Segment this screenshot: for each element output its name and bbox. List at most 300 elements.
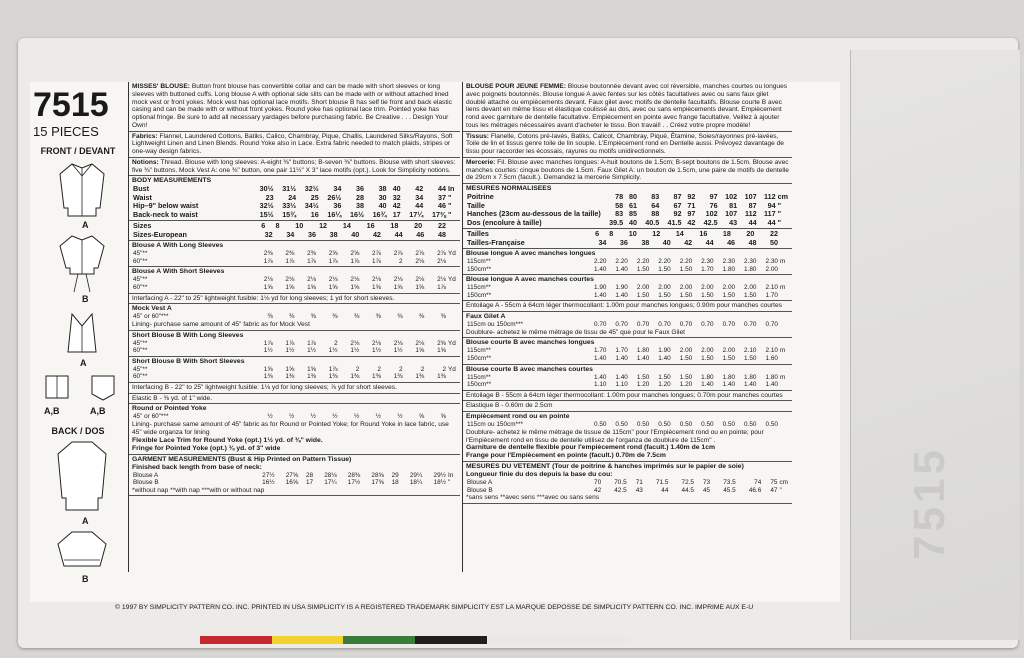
color-bar [200, 636, 630, 644]
cell-value: 81 [729, 200, 738, 210]
yoke-lining: Doublure- achetez le même métrage de tissue de 115cm" pour l'Empiècement rond ou en pointe; pour l'Empiècement rond en tissu de dentelle utilisez de l'organza de doublure de 115cm" . [466, 428, 764, 444]
table-row [132, 231, 457, 239]
cell-value: 64 [651, 200, 660, 210]
cell-value: 102 [725, 192, 738, 202]
cell-value: 2⅛ [285, 276, 295, 284]
cell-value: 61 [628, 200, 637, 210]
copyright-footer: © 1997 BY SIMPLICITY PATTERN CO. INC. PRINTED IN USA SIMPLICITY IS A REGISTERED TRADEMARK SIMPLICITY EST LA MARQUE DEPOSSE DE SIMPLICITY PATTERN CO. INC. IMPRIME AUX E-U [115, 604, 754, 611]
cell-value: ⅝ [440, 413, 446, 421]
cell-value: 0.50 [658, 421, 671, 429]
unit: In [448, 471, 454, 479]
table-row [132, 258, 457, 266]
mock-vest-lining: Doublure- achetez le même métrage de tissu de 45" que pour le Faux Gilet [466, 328, 685, 336]
cell-value: 1⅞ [307, 257, 316, 265]
row-label: 115cm ou 150cm*** [467, 421, 524, 429]
cell-value: 28 [355, 192, 364, 202]
cell-value: 71 [635, 479, 643, 487]
blouse-a-back-sketch [54, 438, 110, 514]
cell-value: 0.50 [679, 421, 693, 429]
yoke-sketch-2 [88, 374, 118, 404]
cell-value: 42 [684, 237, 693, 247]
unit: " [448, 209, 452, 219]
cell-value: 38 [378, 184, 387, 194]
cell-value: 33½ [282, 201, 297, 211]
unit [779, 266, 789, 274]
cell-value: 1.60 [765, 354, 778, 362]
cell-value: 32½ [259, 201, 274, 211]
unit: Yd [448, 365, 456, 373]
cell-value: 48 [438, 229, 446, 239]
table-row [466, 292, 789, 300]
english-elastic-b-text: Elastic B - ⅜ yd. of 1" wide. [132, 394, 213, 402]
cell-value: 2.30 [701, 258, 714, 266]
cell-value: 2⅛ [372, 339, 381, 347]
cell-value: 1⅝ [307, 365, 316, 373]
cell-value: 2.00 [679, 347, 693, 355]
yardage-table [132, 250, 457, 265]
cell-value: 44 [661, 486, 669, 494]
cell-value: 2.00 [636, 284, 650, 292]
measurements-title: BODY MEASUREMENTS [132, 177, 212, 185]
cell-value: 97 [687, 209, 696, 219]
french-interfacing-a-text: Entoilage A - 55cm à 64cm léger thermocollant: 1.00m pour manches longues; 0.90m pour manches courtes [466, 302, 782, 310]
sketch-label-b2: B [82, 574, 89, 584]
cell-value: 1.40 [593, 354, 607, 362]
french-interfacing-b [463, 391, 792, 402]
table-row [466, 219, 789, 227]
cell-value: 1⅝ [437, 347, 446, 355]
cell-value: 18 [722, 229, 731, 239]
row-label: 45"** [133, 250, 148, 258]
cell-value: ½ [288, 413, 295, 421]
cell-value: 75 [770, 479, 778, 487]
cell-value: 88 [651, 209, 660, 219]
cell-value: 107 [744, 192, 757, 202]
cell-value: 23 [265, 192, 274, 202]
cell-value: 1⅜ [285, 373, 295, 381]
yardage-title: Blouse courte B avec manches longues [466, 339, 595, 347]
cell-value: 18¼ [409, 479, 423, 487]
cell-value: 2⅛ [372, 276, 381, 284]
cell-value: 1⅝ [350, 284, 360, 292]
row-label: Tailles [467, 229, 489, 239]
table-row [132, 284, 457, 292]
cell-value: 2.20 [679, 258, 693, 266]
row-label: Sizes [133, 221, 152, 231]
sketch-label-ab1: A,B [44, 406, 60, 416]
cell-value: 2.10 [744, 347, 757, 355]
row-label: 45" or 60"*** [133, 313, 169, 321]
french-mock-vest [463, 312, 792, 338]
unit: m [780, 258, 786, 266]
cell-value: 73 [703, 479, 711, 487]
row-label: Blouse A [133, 471, 159, 479]
front-label: FRONT / DEVANT [40, 146, 116, 156]
table-row [466, 239, 789, 247]
cell-value: 2.00 [701, 284, 714, 292]
cell-value: 58 [615, 200, 624, 210]
cell-value: 1.20 [636, 381, 650, 389]
yardage-block [129, 241, 460, 267]
cell-value: 0.50 [722, 421, 736, 429]
cell-value: 2 [355, 365, 360, 373]
sketch-label-a2: A [80, 358, 87, 368]
unit [779, 421, 789, 429]
english-description [129, 82, 460, 132]
cell-value: 2⅛ [350, 276, 360, 284]
cell-value: 40 [392, 184, 401, 194]
cell-value: ⅜ [288, 313, 295, 321]
cell-value: 1.40 [593, 373, 607, 381]
unit: " [779, 486, 782, 494]
row-label: Blouse B [467, 486, 493, 494]
cell-value: 1.20 [658, 381, 671, 389]
cell-value: 16 [699, 229, 708, 239]
cell-value: 1.50 [679, 373, 693, 381]
unit [447, 313, 457, 321]
cell-value: 1.80 [701, 373, 714, 381]
unit [779, 239, 789, 247]
unit: Yd [448, 276, 456, 284]
cell-value: 2 [399, 257, 403, 265]
cell-value: 46.6 [748, 486, 762, 494]
cell-value: 1⅜ [437, 373, 446, 381]
yoke-table [466, 421, 789, 429]
cell-value: 1.40 [722, 381, 736, 389]
cell-value: 2 [420, 365, 425, 373]
french-notions-text: Fil. Blouse avec manches longues: A-huit boutons de 1.5cm; B-sept boutons de 1.5cm. Blouse avec manches courtes: cinque boutons de 1.5cm. Faux Gilet A: un bouton de 1.5cm, une paire de motifs de dentelle de 29cm x 7.5cm (facult.). Demandez la mercerie Simplicity. [466, 158, 789, 182]
cell-value: 112 [744, 209, 757, 219]
cell-value: 16¾ [372, 209, 387, 219]
table-row [132, 211, 457, 219]
cell-value: 16⅝ [285, 479, 299, 487]
cell-value: 44 [767, 217, 776, 227]
cell-value: 38 [641, 237, 650, 247]
row-label: 45"** [133, 365, 148, 373]
cell-value: 117 [764, 209, 776, 219]
cell-value: 2⅛ [393, 276, 403, 284]
pieces-count: 15 PIECES [33, 124, 99, 139]
table-row [466, 355, 789, 363]
cell-value: 2.30 [744, 258, 757, 266]
cell-value: 34 [333, 184, 342, 194]
cell-value: 1.90 [615, 284, 628, 292]
cell-value: 1½ [393, 347, 403, 355]
row-label: Blouse A [467, 479, 493, 487]
row-label: 150cm** [467, 354, 492, 362]
cell-value: 76 [709, 200, 718, 210]
cell-value: 42 [594, 486, 602, 494]
cell-value: 14 [675, 229, 684, 239]
cell-value: 1⅝ [285, 365, 295, 373]
garment-meas-sub: Finished back length from base of neck: [132, 463, 262, 471]
cell-value: 2⅛ [393, 339, 403, 347]
table-row [132, 373, 457, 381]
cell-value: 47 [770, 486, 778, 494]
mock-vest-title: Faux Gilet A [466, 313, 506, 321]
body-measurement-table [132, 185, 457, 219]
english-measurements [129, 176, 460, 221]
cell-value: 1½ [285, 347, 295, 355]
row-label: 150cm** [467, 381, 492, 389]
cell-value: 39.5 [609, 217, 624, 227]
english-elastic-b [129, 394, 460, 405]
cell-value: 1.50 [658, 265, 671, 273]
cell-value: 2 [442, 365, 446, 373]
cell-value: 2.00 [722, 284, 736, 292]
cell-value: 36 [355, 184, 364, 194]
mock-vest-table [132, 313, 457, 321]
cell-value: 1.40 [658, 354, 671, 362]
sizes-eu-table [466, 239, 789, 247]
unit [447, 222, 457, 230]
unit: " [777, 217, 782, 227]
cell-value: 1.70 [701, 265, 714, 273]
cell-value: 42.5 [614, 486, 627, 494]
row-label: Waist [133, 192, 152, 202]
cell-value: 2.30 [765, 258, 778, 266]
cell-value: 1.50 [701, 354, 714, 362]
cell-value: 2.00 [701, 347, 714, 355]
cell-value: 2.00 [679, 284, 693, 292]
unit: m [780, 347, 786, 355]
cell-value: 2⅛ [437, 257, 446, 265]
cell-value: 2⅜ [285, 250, 295, 258]
table-row [132, 276, 457, 284]
cell-value: 46 [438, 201, 446, 211]
row-label: Bust [133, 184, 149, 194]
cell-value: ⅜ [440, 313, 446, 321]
cell-value: 1⅝ [263, 284, 273, 292]
cell-value: 1⅝ [263, 365, 273, 373]
blouse-b-back-sketch [54, 528, 110, 574]
cell-value: 28⅜ [347, 471, 361, 479]
cell-value: 1.80 [744, 373, 757, 381]
cell-value: 44 [438, 184, 446, 194]
unit [447, 284, 457, 292]
cell-value: 72.5 [681, 479, 694, 487]
row-label: Dos (encolure à taille) [467, 217, 542, 227]
cell-value: 34 [598, 237, 607, 247]
yardage-block [129, 267, 460, 293]
row-label: 60"** [133, 257, 148, 265]
french-elastic-b-text: Elastique B - 0.60m de 2.5cm [466, 402, 553, 410]
left-column [30, 82, 126, 582]
french-notions-label: Mercerie: [466, 158, 496, 166]
cell-value: 18½ [433, 479, 446, 487]
cell-value: ½ [353, 413, 360, 421]
cell-value: 40 [628, 217, 637, 227]
yardage-title: Blouse A With Long Sleeves [132, 242, 224, 250]
cell-value: 0.50 [744, 421, 757, 429]
cell-value: 1½ [263, 347, 273, 355]
cell-value: 42 [687, 217, 696, 227]
cell-value: 2⅜ [307, 250, 316, 258]
cell-value: 2.20 [615, 258, 628, 266]
cell-value: 22 [438, 221, 446, 231]
cell-value: 1.70 [765, 291, 778, 299]
cell-value: 12 [652, 229, 661, 239]
cell-value: 16 [310, 209, 319, 219]
unit: m [780, 373, 786, 381]
french-fabrics-label: Tissus: [466, 132, 489, 140]
english-fabrics-label: Fabrics: [132, 132, 158, 140]
cell-value: 1.70 [615, 347, 628, 355]
cell-value: 45 [703, 486, 711, 494]
table-row [132, 340, 457, 348]
cell-value: ⅜ [267, 313, 273, 321]
cell-value: 48 [748, 237, 757, 247]
cell-value: 1.40 [593, 291, 607, 299]
french-column [462, 82, 792, 572]
cell-value: 22 [770, 229, 778, 239]
cell-value: 1.50 [658, 291, 671, 299]
row-label: 60"** [133, 284, 148, 292]
cell-value: 0.70 [744, 321, 757, 329]
cell-value: 1⅞ [372, 257, 381, 265]
cell-value: 2⅛ [307, 276, 316, 284]
cell-value: 1.50 [679, 291, 693, 299]
cell-value: 34 [286, 229, 295, 239]
unit: Yd [448, 250, 456, 258]
yoke-title: Round or Pointed Yoke [132, 405, 207, 413]
cell-value: 1.50 [679, 354, 693, 362]
unit: In [448, 184, 455, 194]
table-row [466, 193, 789, 201]
cell-value: 1.50 [744, 354, 757, 362]
cell-value: 1⅝ [415, 284, 425, 292]
cell-value: 40 [351, 229, 360, 239]
yardage-table [466, 347, 789, 362]
cell-value: 2.20 [636, 258, 650, 266]
cell-value: 2.00 [744, 284, 757, 292]
table-row [466, 479, 789, 487]
cell-value: ⅜ [418, 313, 425, 321]
row-label: Tailles-Française [467, 237, 525, 247]
cell-value: ½ [397, 413, 403, 421]
cell-value: 2.00 [658, 284, 671, 292]
row-label: 45"** [133, 276, 148, 284]
cell-value: 16½ [262, 479, 275, 487]
cell-value: 0.70 [701, 321, 714, 329]
cell-value: 30 [378, 192, 387, 202]
cell-value: 85 [628, 209, 637, 219]
cell-value: 44 [394, 229, 403, 239]
row-label: 115cm** [467, 284, 491, 292]
garment-measurement-table [132, 472, 457, 487]
blouse-b-front-sketch [56, 232, 108, 294]
cell-value: 17 [392, 209, 401, 219]
cell-value: 0.70 [658, 321, 671, 329]
french-elastic-b [463, 401, 792, 412]
cell-value: 28 [305, 471, 314, 479]
cell-value: 15¾ [282, 209, 297, 219]
cell-value: ½ [267, 413, 273, 421]
cell-value: 1⅞ [437, 284, 446, 292]
yardage-title: Blouse longue A avec manches courtes [466, 276, 594, 284]
cell-value: 1.50 [636, 373, 650, 381]
cell-value: 24 [288, 192, 297, 202]
cell-value: 37 [438, 192, 446, 202]
unit [447, 413, 457, 421]
cell-value: 71 [687, 200, 696, 210]
cell-value: 0.70 [679, 321, 693, 329]
yardage-table [466, 284, 789, 299]
cell-value: 87 [748, 200, 757, 210]
yardage-block [129, 331, 460, 357]
cell-value: 16 [366, 221, 375, 231]
fringe: Frange pour l'Empiècement en pointe (facult.) 0.70m de 7.5cm [466, 452, 666, 460]
cell-value: 46 [416, 229, 425, 239]
cell-value: 29¼ [409, 471, 423, 479]
cell-value: 1⅞ [328, 257, 338, 265]
yoke-title: Empiècement rond ou en pointe [466, 413, 570, 421]
cell-value: 0.50 [765, 421, 778, 429]
yardage-title: Blouse longue A avec manches longues [466, 250, 596, 258]
cell-value: 1⅜ [393, 373, 403, 381]
cell-value: 2⅛ [263, 276, 273, 284]
cell-value: 2 [399, 365, 403, 373]
cell-value: 27⅝ [285, 471, 299, 479]
sketch-label-a1: A [82, 220, 89, 230]
row-label: 115cm** [467, 347, 491, 355]
cell-value: 6 [261, 221, 266, 231]
cell-value: 25 [310, 192, 319, 202]
cell-value: 0.50 [593, 421, 607, 429]
cell-value: 0.70 [636, 321, 650, 329]
table-row [132, 413, 457, 421]
cell-value: 102 [705, 209, 718, 219]
english-description-text: Button front blouse has convertible collar and can be made with short sleeves or long sleeves with buttoned cuffs. Long blouse A with optional side slits can be made with or without attached lined mock vest or front yokes. Mock vest has optional lace motifs. Short blouse B has self tie front and back elastic casing and can be made with or without front yokes. Round yoke has optional lace trim. Pointed yoke has optional fringe. Be sure to add all necessary yardages before purchasing fabric. Be Creative . . . Design Your Own! [132, 83, 452, 129]
english-notions-text: Thread. Blouse with long sleeves: A-eight ⅜" buttons; B-seven ⅜" buttons. Blouse with short sleeves: five ⅜" buttons. Mock Vest A: one ⅜" button, one pair 11½" X 3" lace motifs (opt.). Look for Simplicity notions. [132, 158, 456, 174]
table-row [132, 479, 457, 487]
yardage-table [466, 258, 789, 273]
cell-value: 44.5 [681, 486, 694, 494]
cell-value: 29 [391, 471, 399, 479]
cell-value: 2.20 [593, 258, 607, 266]
french-fabrics [463, 132, 792, 158]
cell-value: 71.5 [655, 479, 669, 487]
cell-value: ½ [332, 413, 338, 421]
table-row [466, 321, 789, 329]
cell-value: 36 [307, 229, 316, 239]
yardage-block [463, 249, 792, 275]
cell-value: 1⅞ [263, 339, 273, 347]
cell-value: 94 [767, 200, 776, 210]
cell-value: 1⅜ [415, 373, 425, 381]
yardage-block [463, 338, 792, 364]
cell-value: 70.5 [614, 479, 627, 487]
cell-value: 16½ [349, 209, 364, 219]
cell-value: ⅝ [418, 413, 425, 421]
cell-value: 2⅝ [350, 250, 360, 258]
cell-value: 1.80 [744, 265, 757, 273]
cell-value: 27½ [262, 471, 275, 479]
cell-value: 34½ [304, 201, 319, 211]
english-column [128, 82, 460, 572]
english-notions-label: Notions: [132, 158, 159, 166]
french-notions [463, 158, 792, 184]
cell-value: 1⅜ [263, 373, 273, 381]
cell-value: 1⅞ [350, 257, 360, 265]
table-row [132, 250, 457, 258]
cell-value: 1⅞ [263, 257, 273, 265]
french-yoke [463, 412, 792, 462]
table-row [132, 366, 457, 374]
unit: Yd [448, 339, 456, 347]
table-row [132, 347, 457, 355]
unit: " [448, 192, 452, 202]
